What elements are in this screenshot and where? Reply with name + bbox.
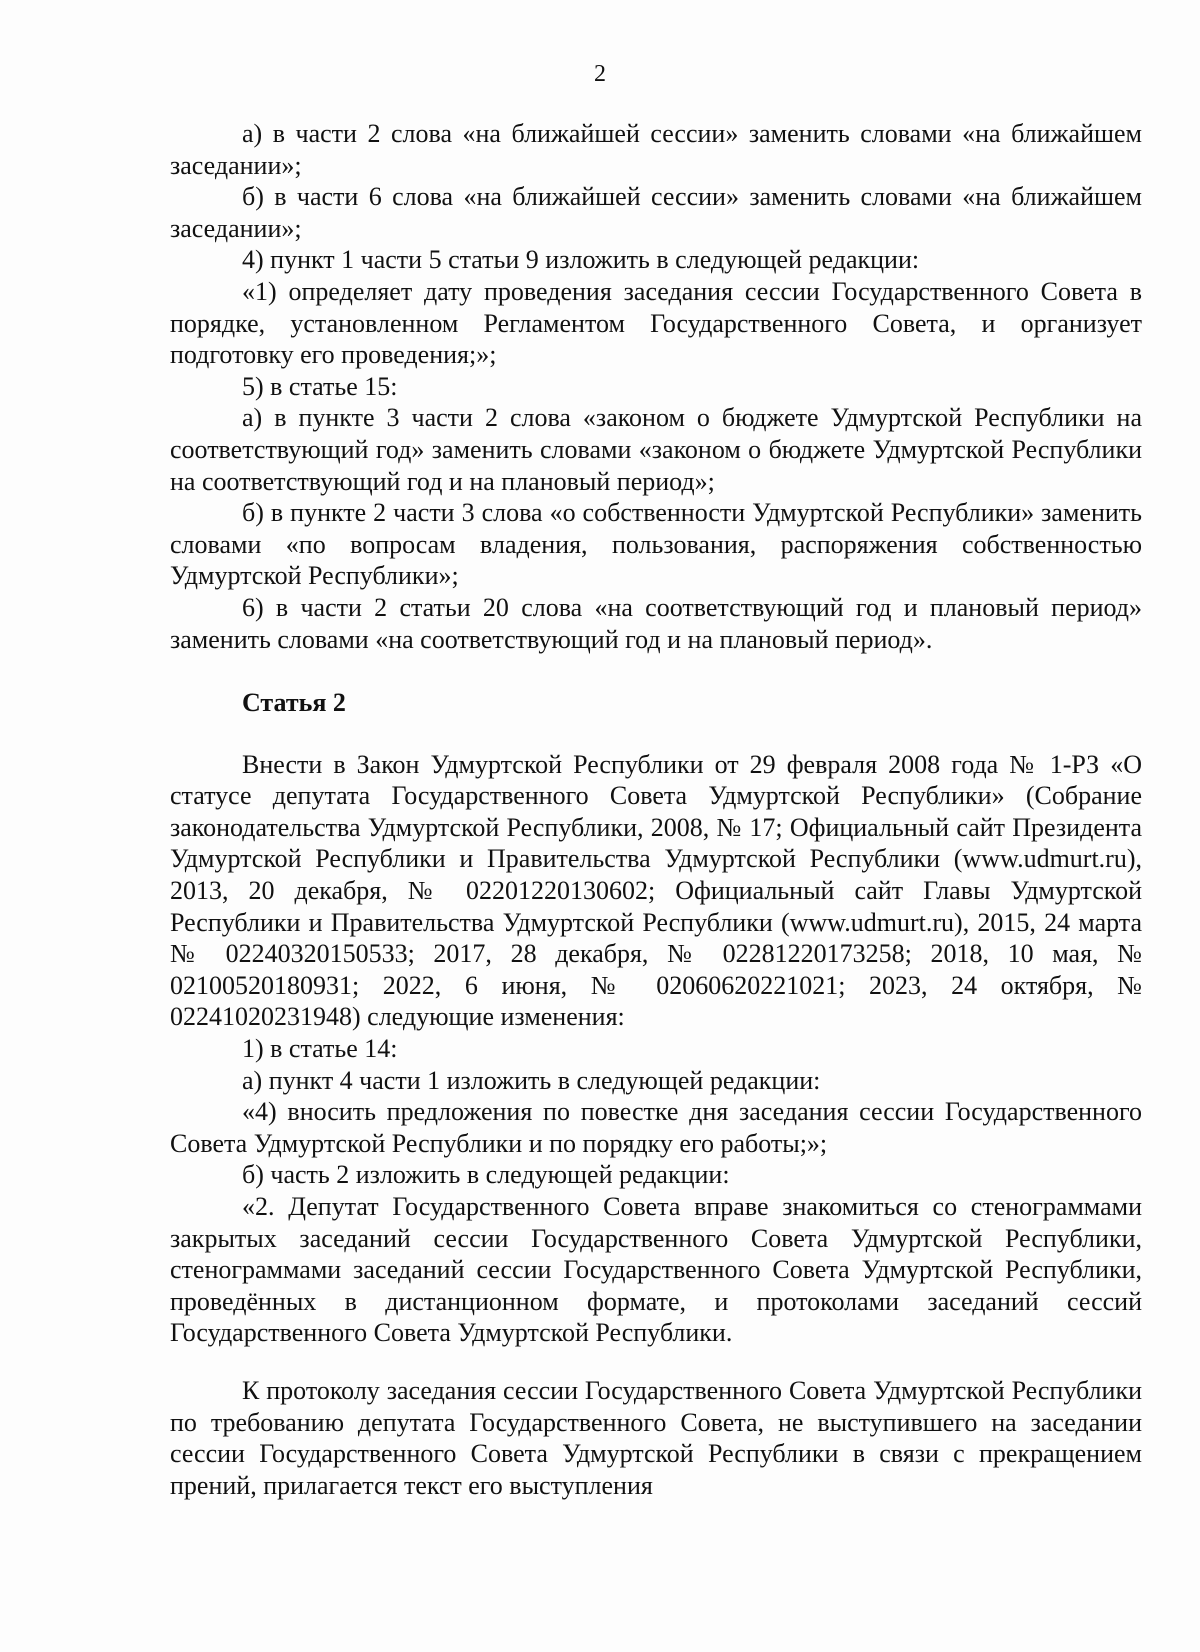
paragraph: К протоколу заседания сессии Государственного Совета Удмуртской Республики по требованию депутата Государственного Совета, не выступившего на заседании сессии Государственного Совета Удмуртской Республики в связи с прекращением прений, прилагается текст его выступления [170, 1375, 1142, 1500]
paragraph: 5) в статье 15: [242, 371, 398, 401]
paragraph: а) в части 2 слова «на ближайшей сессии» заменить словами «на ближайшем заседании»; [170, 119, 1142, 180]
paragraph: а) пункт 4 части 1 изложить в следующей редакции: [242, 1065, 821, 1095]
paragraph: «4) вносить предложения по повестке дня заседания сессии Государственного Совета Удмуртской Республики и по порядку его работы;»; [170, 1097, 1142, 1158]
paragraph: 4) пункт 1 части 5 статьи 9 изложить в следующей редакции: [242, 245, 920, 275]
page-number: 2 [594, 61, 606, 87]
article-heading: Статья 2 [242, 688, 346, 718]
paragraph: «2. Депутат Государственного Совета вправе знакомиться со стенограммами закрытых заседаний сессии Государственного Совета Удмуртской Республики, стенограммами заседаний сессии Государственного Совета Удмуртской Республики, проведённых в дистанционном формате, и протоколами заседаний сессий Государственного Совета Удмуртской Республики. [170, 1192, 1142, 1348]
document-body [170, 118, 1142, 1501]
paragraph: б) часть 2 изложить в следующей редакции: [242, 1160, 730, 1190]
paragraph: б) в пункте 2 части 3 слова «о собственности Удмуртской Республики» заменить словами «по вопросам владения, пользования, распоряжения собственностью Удмуртской Республики»; [170, 498, 1142, 591]
paragraph: Внести в Закон Удмуртской Республики от 29 февраля 2008 года № 1-РЗ «О статусе депутата Государственного Совета Удмуртской Республики» (Собрание законодательства Удмуртской Республики, 2008, № 17; Официальный сайт Президента Удмуртской Республики и Правительства Удмуртской Республики (www.udmurt.ru), 2013, 20 декабря, № 02201220130602; Официальный сайт Главы Удмуртской Республики и Правительства Удмуртской Республики (www.udmurt.ru), 2015, 24 марта № 02240320150533; 2017, 28 декабря, № 02281220173258; 2018, 10 мая, № 02100520180931; 2022, 6 июня, № 02060620221021; 2023, 24 октября, № 02241020231948) следующие изменения: [170, 749, 1142, 1032]
paragraph: б) в части 6 слова «на ближайшей сессии» заменить словами «на ближайшем заседании»; [170, 182, 1142, 243]
paragraph: «1) определяет дату проведения заседания сессии Государственного Совета в порядке, установленном Регламентом Государственного Совета, и организует подготовку его проведения;»; [170, 276, 1142, 370]
paragraph: 1) в статье 14: [242, 1034, 398, 1064]
paragraph: 6) в части 2 статьи 20 слова «на соответствующий год и плановый период» заменить словами «на соответствующий год и на плановый период». [170, 592, 1142, 654]
paragraph: а) в пункте 3 части 2 слова «законом о бюджете Удмуртской Республики на соответствующий год» заменить словами «законом о бюджете Удмуртской Республики на соответствующий год и на плановый период»; [170, 403, 1142, 496]
